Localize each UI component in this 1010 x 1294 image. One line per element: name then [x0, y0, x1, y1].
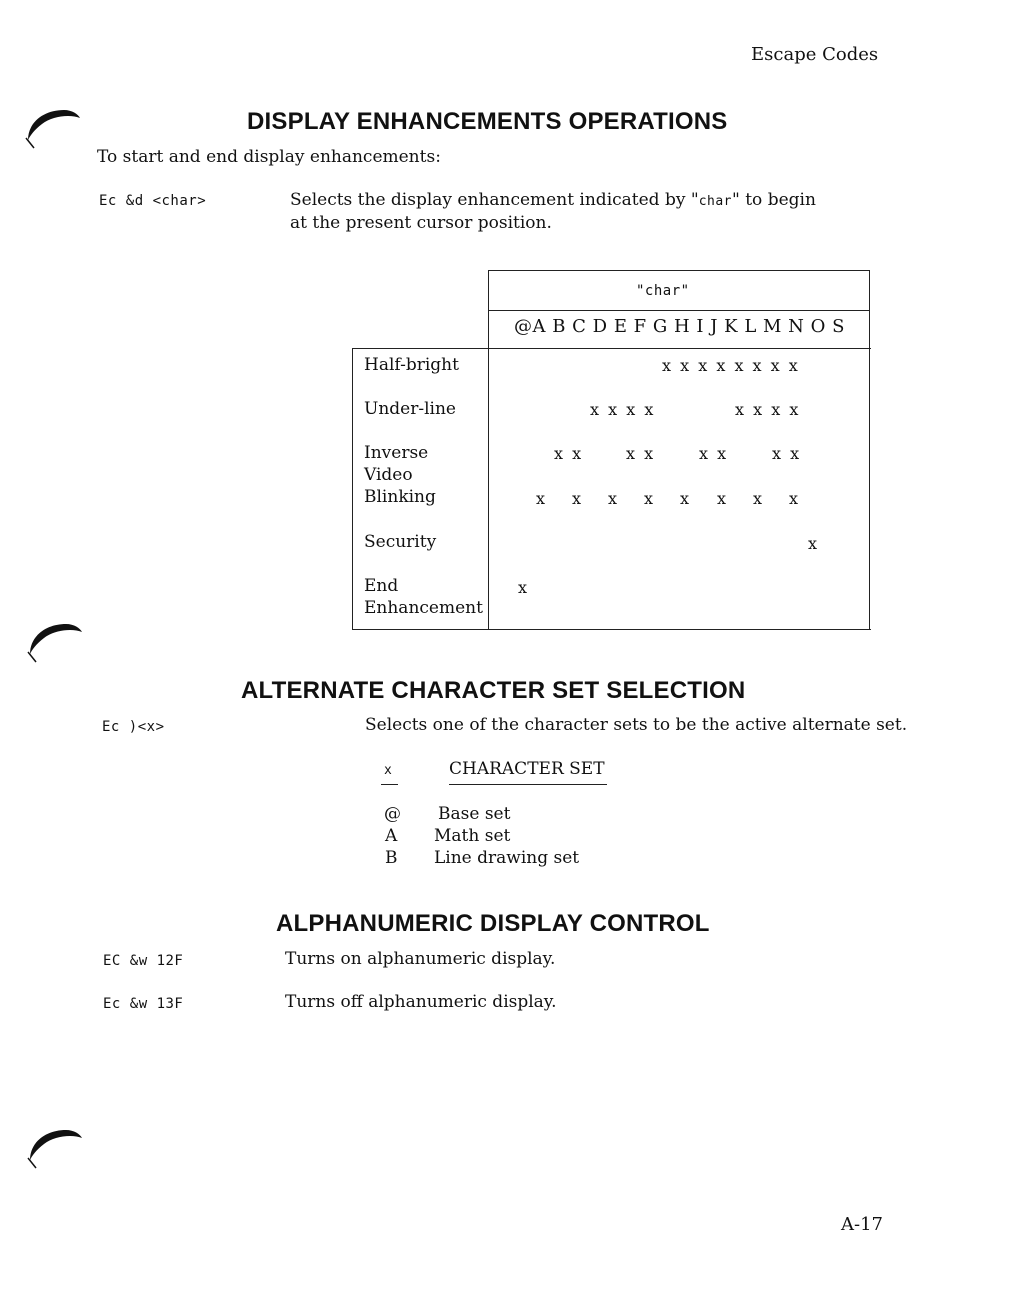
row-label-inverse: Inverse — [364, 443, 429, 463]
table-border — [488, 270, 489, 630]
charset-code: @ — [384, 804, 401, 824]
charset-name: Line drawing set — [434, 848, 580, 868]
row-label-video: Video — [364, 465, 413, 485]
binder-hole-mark-middle — [24, 616, 84, 666]
inverse-mark: x x — [626, 444, 656, 463]
table-border — [869, 270, 870, 630]
page-number: A-17 — [841, 1214, 883, 1235]
alternate-description: Selects one of the character sets to be the active alternate set. — [365, 715, 908, 735]
running-title: Escape Codes — [751, 44, 879, 65]
charset-name: Math set — [434, 826, 511, 846]
under-line-marks-b: x x x x — [735, 400, 801, 419]
blinking-mark: x — [536, 489, 546, 508]
end-enhancement-mark: x — [518, 578, 528, 597]
display-description-line2: at the present cursor position. — [290, 213, 552, 233]
alternate-charset-heading: ALTERNATE CHARACTER SET SELECTION — [241, 677, 746, 704]
row-label-under-line: Under-line — [364, 399, 456, 419]
charset-x-header-underline — [381, 784, 398, 785]
blinking-mark: x — [789, 489, 799, 508]
half-bright-marks: x x x x x x x x — [662, 356, 800, 375]
display-command: Ec &d <char> — [99, 193, 207, 209]
alphanumeric-description-off: Turns off alphanumeric display. — [285, 992, 557, 1012]
alternate-command: Ec )<x> — [102, 719, 165, 735]
display-intro: To start and end display enhancements: — [97, 147, 441, 167]
inverse-mark: x x — [772, 444, 802, 463]
char-column-header: "char" — [636, 283, 690, 299]
display-description-line1 — [290, 190, 816, 210]
row-label-security: Security — [364, 532, 437, 552]
blinking-mark: x — [717, 489, 727, 508]
alphanumeric-command-off: Ec &w 13F — [103, 996, 184, 1012]
alphanumeric-heading: ALPHANUMERIC DISPLAY CONTROL — [276, 910, 710, 937]
alphanumeric-description-on: Turns on alphanumeric display. — [285, 949, 556, 969]
blinking-mark: x — [572, 489, 582, 508]
blinking-mark: x — [644, 489, 654, 508]
blinking-mark: x — [753, 489, 763, 508]
charset-code: A — [385, 826, 398, 846]
blinking-mark: x — [608, 489, 618, 508]
under-line-marks-a: x x x x — [590, 400, 656, 419]
row-label-blinking: Blinking — [364, 487, 436, 507]
desc-char-word: char — [698, 194, 732, 209]
char-letters-row: @A B C D E F G H I J K L M N O S — [514, 316, 845, 337]
table-border — [352, 348, 353, 630]
table-border — [352, 348, 871, 349]
row-label-enhancement: Enhancement — [364, 598, 483, 618]
row-label-half-bright: Half-bright — [364, 355, 459, 375]
desc-text-before: Selects the display enhancement indicated by " — [290, 190, 699, 210]
charset-name: Base set — [438, 804, 511, 824]
security-mark: x — [808, 534, 818, 553]
inverse-mark: x x — [554, 444, 584, 463]
inverse-mark: x x — [699, 444, 729, 463]
charset-x-header: x — [384, 763, 393, 778]
charset-code: B — [385, 848, 398, 868]
alphanumeric-command-on: EC &w 12F — [103, 953, 184, 969]
desc-text-after: " to begin — [732, 190, 816, 210]
blinking-mark: x — [680, 489, 690, 508]
table-border — [488, 270, 870, 271]
table-border — [488, 310, 870, 311]
binder-hole-mark-bottom — [24, 1122, 84, 1172]
table-border — [352, 629, 871, 630]
binder-hole-mark-top — [22, 102, 82, 152]
display-enhancements-heading: DISPLAY ENHANCEMENTS OPERATIONS — [247, 108, 728, 135]
row-label-end: End — [364, 576, 399, 596]
charset-name-header-underline — [449, 784, 607, 785]
charset-name-header: CHARACTER SET — [449, 759, 605, 779]
